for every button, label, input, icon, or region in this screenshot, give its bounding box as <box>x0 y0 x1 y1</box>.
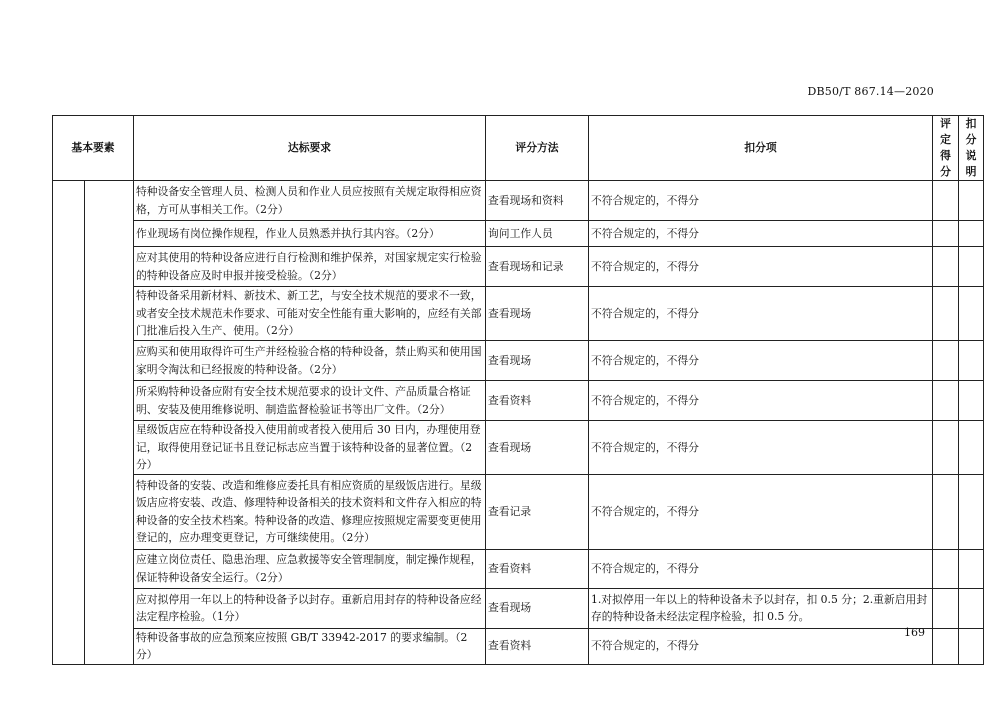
method-cell: 查看资料 <box>486 381 589 421</box>
score-cell <box>933 549 959 588</box>
header-note: 扣分说明 <box>959 116 984 181</box>
method-cell: 询问工作人员 <box>486 221 589 247</box>
score-cell <box>933 628 959 664</box>
basic-element-primary-cell <box>53 181 85 665</box>
requirement-cell: 特种设备事故的应急预案应按照 GB/T 33942-2017 的要求编制。（2分） <box>134 628 486 664</box>
note-cell <box>959 421 984 475</box>
requirement-cell: 应购买和使用取得许可生产并经检验合格的特种设备，禁止购买和使用国家明令淘汰和已经报废的特种设备。（2分） <box>134 341 486 381</box>
requirement-cell: 星级饭店应在特种设备投入使用前或者投入使用后 30 日内，办理使用登记，取得使用登记证书且登记标志应当置于该特种设备的显著位置。（2分） <box>134 421 486 475</box>
deduction-cell: 不符合规定的，不得分 <box>589 341 933 381</box>
deduction-cell: 不符合规定的，不得分 <box>589 247 933 287</box>
header-score: 评定得分 <box>933 116 959 181</box>
score-cell <box>933 247 959 287</box>
requirement-cell: 应对其使用的特种设备应进行自行检测和维护保养，对国家规定实行检验的特种设备应及时申报并接受检验。（2分） <box>134 247 486 287</box>
requirement-cell: 作业现场有岗位操作规程，作业人员熟悉并执行其内容。（2分） <box>134 221 486 247</box>
table-row <box>53 247 984 287</box>
method-cell: 查看现场 <box>486 341 589 381</box>
method-cell: 查看现场 <box>486 287 589 341</box>
note-cell <box>959 588 984 628</box>
requirement-cell: 应对拟停用一年以上的特种设备予以封存。重新启用封存的特种设备应经法定程序检验。（1分） <box>134 588 486 628</box>
score-cell <box>933 181 959 221</box>
deduction-cell: 1.对拟停用一年以上的特种设备未予以封存，扣 0.5 分；2.重新启用封存的特种设备未经法定程序检验，扣 0.5 分。 <box>589 588 933 628</box>
requirement-cell: 应建立岗位责任、隐患治理、应急救援等安全管理制度，制定操作规程，保证特种设备安全运行。（2分） <box>134 549 486 588</box>
method-cell: 查看现场 <box>486 588 589 628</box>
note-cell <box>959 549 984 588</box>
page-number: 169 <box>904 626 925 639</box>
table-row <box>53 549 984 588</box>
note-cell <box>959 628 984 664</box>
score-cell <box>933 421 959 475</box>
table-row <box>53 287 984 341</box>
note-cell <box>959 341 984 381</box>
score-cell <box>933 341 959 381</box>
table-row <box>53 181 984 221</box>
table-row <box>53 421 984 475</box>
deduction-cell: 不符合规定的，不得分 <box>589 181 933 221</box>
method-cell: 查看记录 <box>486 474 589 549</box>
scoring-table <box>52 115 984 665</box>
deduction-cell: 不符合规定的，不得分 <box>589 549 933 588</box>
deduction-cell: 不符合规定的，不得分 <box>589 287 933 341</box>
deduction-cell: 不符合规定的，不得分 <box>589 381 933 421</box>
score-cell <box>933 287 959 341</box>
note-cell <box>959 287 984 341</box>
table-row <box>53 588 984 628</box>
deduction-cell: 不符合规定的，不得分 <box>589 421 933 475</box>
requirement-cell: 特种设备的安装、改造和维修应委托具有相应资质的星级饭店进行。星级饭店应将安装、改造、修理特种设备相关的技术资料和文件存入相应的特种设备的安全技术档案。特种设备的改造、修理应按照规定需要变更使用登记的，应办理变更登记，方可继续使用。（2分） <box>134 474 486 549</box>
header-method: 评分方法 <box>486 116 589 181</box>
deduction-cell: 不符合规定的，不得分 <box>589 474 933 549</box>
table-row <box>53 474 984 549</box>
score-cell <box>933 221 959 247</box>
note-cell <box>959 181 984 221</box>
note-cell <box>959 247 984 287</box>
score-cell <box>933 474 959 549</box>
header-basic-element: 基本要素 <box>53 116 134 181</box>
table-row <box>53 381 984 421</box>
requirement-cell: 特种设备采用新材料、新技术、新工艺，与安全技术规范的要求不一致，或者安全技术规范未作要求、可能对安全性能有重大影响的，应经有关部门批准后投入生产、使用。（2分） <box>134 287 486 341</box>
table-row <box>53 341 984 381</box>
method-cell: 查看现场 <box>486 421 589 475</box>
score-cell <box>933 381 959 421</box>
requirement-cell: 特种设备安全管理人员、检测人员和作业人员应按照有关规定取得相应资格，方可从事相关工作。（2分） <box>134 181 486 221</box>
basic-element-secondary-cell <box>85 181 134 665</box>
note-cell <box>959 474 984 549</box>
header-requirement: 达标要求 <box>134 116 486 181</box>
note-cell <box>959 221 984 247</box>
note-cell <box>959 381 984 421</box>
method-cell: 查看现场和记录 <box>486 247 589 287</box>
deduction-cell: 不符合规定的，不得分 <box>589 221 933 247</box>
header-deduction: 扣分项 <box>589 116 933 181</box>
table-row <box>53 628 984 664</box>
deduction-cell: 不符合规定的，不得分 <box>589 628 933 664</box>
table-row <box>53 221 984 247</box>
table-header-row <box>53 116 984 181</box>
score-cell <box>933 588 959 628</box>
method-cell: 查看资料 <box>486 549 589 588</box>
document-code: DB50/T 867.14—2020 <box>807 85 934 98</box>
method-cell: 查看现场和资料 <box>486 181 589 221</box>
method-cell: 查看资料 <box>486 628 589 664</box>
requirement-cell: 所采购特种设备应附有安全技术规范要求的设计文件、产品质量合格证明、安装及使用维修说明、制造监督检验证书等出厂文件。（2分） <box>134 381 486 421</box>
